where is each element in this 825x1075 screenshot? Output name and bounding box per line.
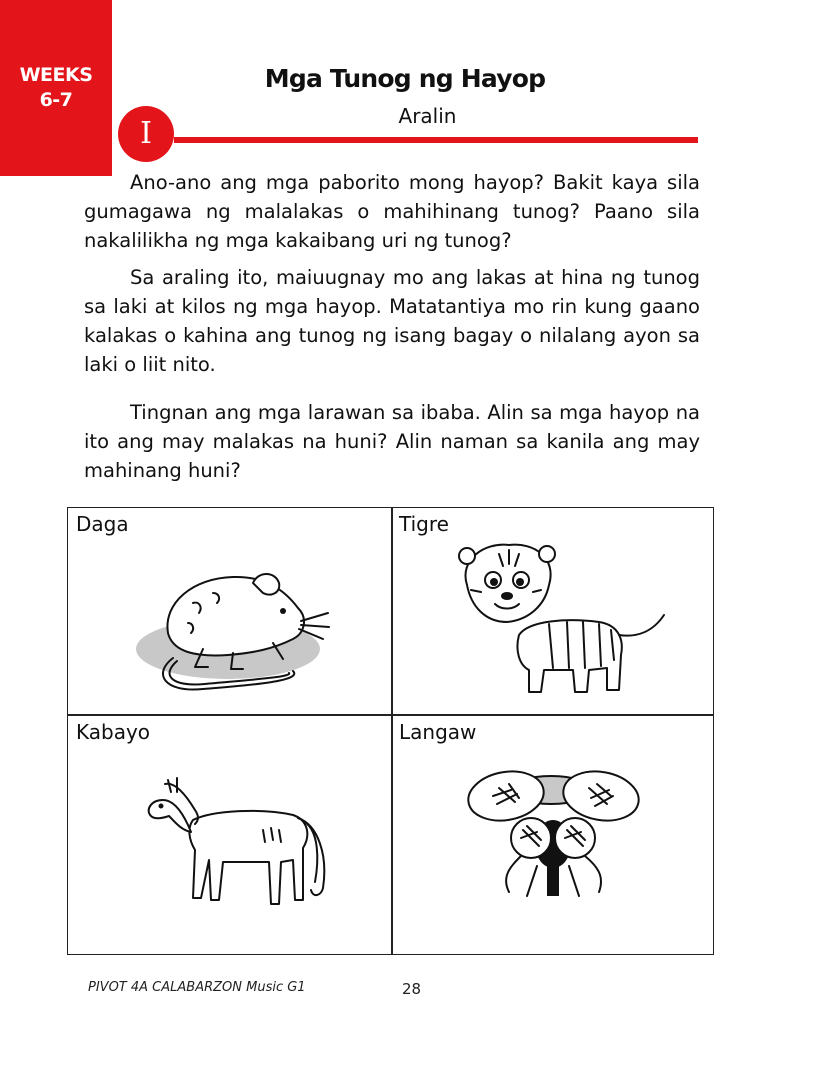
animal-label: Tigre [399,512,449,536]
instruction-paragraph [84,398,700,485]
weeks-range: 6-7 [39,89,73,111]
animal-label: Daga [76,512,129,536]
animal-label: Kabayo [76,720,151,744]
animal-cell-daga [68,508,391,714]
lesson-paragraph-text: Sa araling ito, maiuugnay mo ang lakas at hina ng tunog sa laki at kilos ng mga hayop. Matatantiya mo rin kung gaano kalakas o kahina ang tunog ng isang bagay o nilalang ayon sa laki o liit nito. [84,266,700,376]
page-title: Mga Tunog ng Hayop [264,64,546,93]
animal-cell-langaw [391,714,715,956]
lesson-paragraph [84,263,700,379]
intro-paragraph [84,168,700,255]
animal-cell-kabayo [68,714,391,956]
instruction-paragraph-text: Tingnan ang mga larawan sa ibaba. Alin sa mga hayop na ito ang may malakas na huni? Alin naman sa kanila ang may mahinang huni? [84,401,700,482]
animal-label: Langaw [399,720,477,744]
page-number: 28 [402,980,422,998]
horse-icon [143,770,343,920]
section-marker-badge: I [118,106,174,162]
animal-cell-tigre [391,508,715,714]
page-subtitle: Aralin [398,104,457,128]
header-divider [174,137,698,143]
mouse-icon [133,563,333,693]
weeks-label: WEEKS [19,64,93,86]
tiger-icon [449,540,669,700]
footer-source: PIVOT 4A CALABARZON Music G1 [88,980,306,995]
fly-icon [461,766,661,916]
animal-picture-grid [67,507,714,955]
intro-paragraph-text: Ano-ano ang mga paborito mong hayop? Bakit kaya sila gumagawa ng malalakas o mahihinang tunog? Paano sila nakalilikha ng mga kakaibang uri ng tunog? [84,171,700,252]
